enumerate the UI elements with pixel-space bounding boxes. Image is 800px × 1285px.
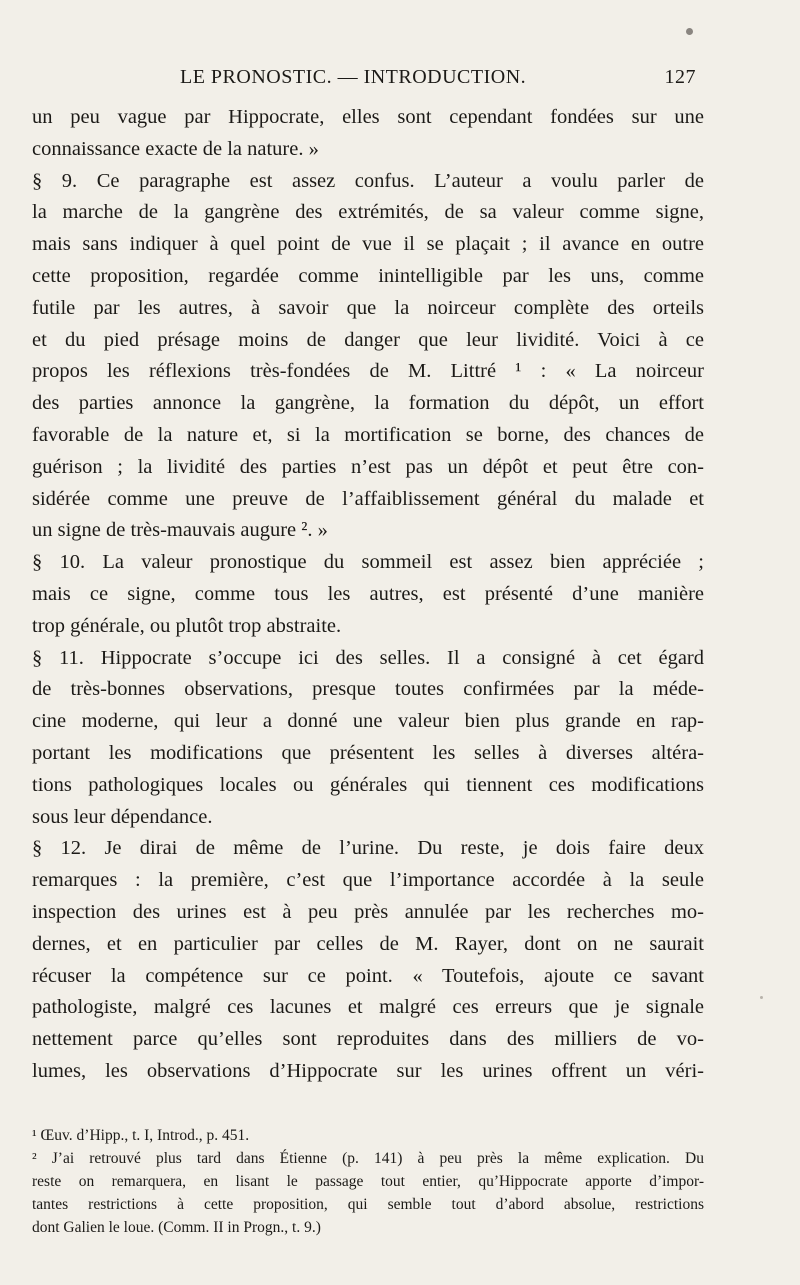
body-line: de très-bonnes observations, presque toutes confirmées par la méde-	[32, 678, 704, 701]
body-line: guérison ; la lividité des parties n’est pas un dépôt et peut être con-	[32, 455, 704, 478]
body-line: portant les modifications que présentent les selles à diverses altéra-	[32, 741, 704, 764]
body-line: des parties annonce la gangrène, la formation du dépôt, un effort	[32, 392, 704, 415]
footnote-line: ¹ Œuv. d’Hipp., t. I, Introd., p. 451.	[32, 1127, 250, 1144]
body-line: tions pathologiques locales ou générales qui tiennent ces modifications	[32, 773, 704, 796]
body-line: lumes, les observations d’Hippocrate sur les urines offrent un véri-	[32, 1059, 704, 1082]
body-line: récuser la compétence sur ce point. « Toutefois, ajoute ce savant	[32, 964, 704, 987]
footnote-line: reste on remarquera, en lisant le passage tout entier, qu’Hippocrate apporte d’impor-	[32, 1173, 704, 1190]
paper-speck	[760, 996, 763, 999]
body-line: remarques : la première, c’est que l’importance accordée à la seule	[32, 869, 704, 892]
footnote-line: dont Galien le loue. (Comm. II in Progn., t. 9.)	[32, 1219, 321, 1236]
body-line: cette proposition, regardée comme inintelligible par les uns, comme	[32, 264, 704, 287]
page-number: 127	[664, 66, 696, 88]
body-line: mais ce signe, comme tous les autres, est présenté d’une manière	[32, 582, 704, 605]
body-line: dernes, et en particulier par celles de M. Rayer, dont on ne saurait	[32, 932, 704, 955]
footnotes	[32, 1124, 704, 1239]
body-line: § 11. Hippocrate s’occupe ici des selles. Il a consigné à cet égard	[32, 646, 704, 669]
body-line: cine moderne, qui leur a donné une valeur bien plus grande en rap-	[32, 710, 704, 733]
body-line: sous leur dépendance.	[32, 805, 213, 828]
body-line: § 10. La valeur pronostique du sommeil est assez bien appréciée ;	[32, 551, 704, 574]
body-line: connaissance exacte de la nature. »	[32, 137, 319, 160]
running-title: LE PRONOSTIC. — INTRODUCTION.	[180, 66, 527, 88]
body-line: trop générale, ou plutôt trop abstraite.	[32, 614, 342, 637]
body-line: et du pied présage moins de danger que leur lividité. Voici à ce	[32, 328, 704, 351]
body-line: futile par les autres, à savoir que la noirceur complète des orteils	[32, 296, 704, 319]
body-line: nettement parce qu’elles sont reproduites dans des milliers de vo-	[32, 1028, 704, 1051]
body-line: la marche de la gangrène des extrémités, de sa valeur comme signe,	[32, 201, 704, 224]
body-line: pathologiste, malgré ces lacunes et malgré ces erreurs que je signale	[32, 996, 704, 1019]
body-text	[32, 102, 704, 1088]
ink-speck	[686, 28, 693, 35]
body-line: un signe de très-mauvais augure ². »	[32, 519, 328, 542]
body-line: § 12. Je dirai de même de l’urine. Du reste, je dois faire deux	[32, 837, 704, 860]
body-line: inspection des urines est à peu près annulée par les recherches mo-	[32, 900, 704, 923]
body-line: sidérée comme une preuve de l’affaiblissement général du malade et	[32, 487, 704, 510]
footnote-line: ² J’ai retrouvé plus tard dans Étienne (p. 141) à peu près la même explication. Du	[32, 1150, 704, 1167]
body-line: un peu vague par Hippocrate, elles sont cependant fondées sur une	[32, 106, 704, 128]
body-line: § 9. Ce paragraphe est assez confus. L’auteur a voulu parler de	[32, 169, 704, 192]
running-header	[32, 66, 702, 100]
footnote-line: tantes restrictions à cette proposition, qui semble tout d’abord absolue, restrictions	[32, 1196, 704, 1213]
body-line: favorable de la nature et, si la mortification se borne, des chances de	[32, 423, 704, 446]
body-line: mais sans indiquer à quel point de vue il se plaçait ; il avance en outre	[32, 233, 704, 256]
body-line: propos les réflexions très-fondées de M. Littré ¹ : « La noirceur	[32, 360, 704, 383]
